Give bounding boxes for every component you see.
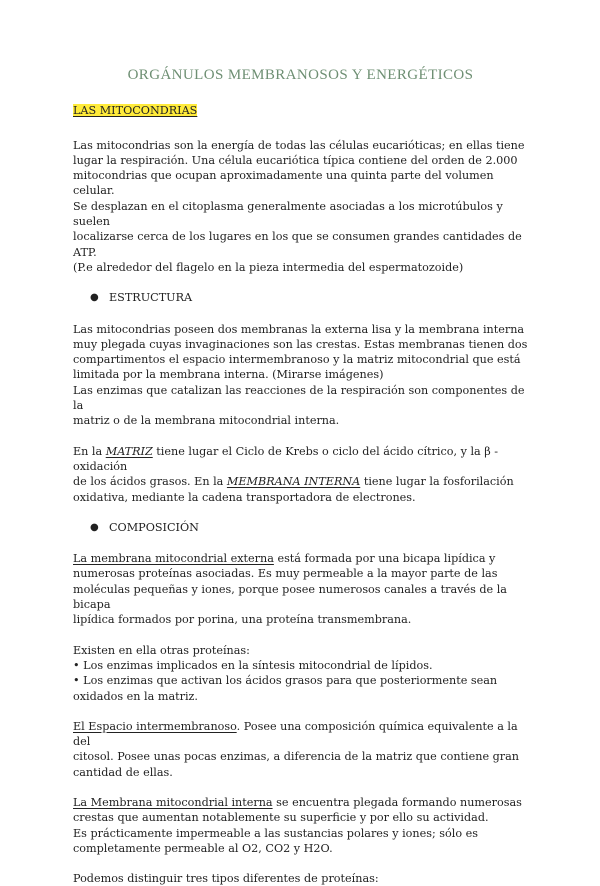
text-line: numerosas proteínas asociadas. Es muy permeable a la mayor parte de las [73, 567, 498, 581]
bullet-dot-icon: ● [90, 292, 99, 304]
term-membrana-externa: La membrana mitocondrial externa [73, 552, 274, 566]
bullet-heading-label: ESTRUCTURA [109, 291, 193, 305]
intro-paragraph [73, 138, 528, 276]
bullet-heading-composicion [90, 520, 528, 535]
text-line [73, 719, 528, 750]
section-heading [73, 103, 528, 118]
text-line [73, 474, 528, 489]
text-fragment: está formada por una bicapa lipídica y [273, 552, 496, 566]
text-line: moléculas pequeñas y iones, porque posee numerosos canales a través de la bicapa [73, 582, 507, 612]
text-line: limitada por la membrana interna. (Mirarse imágenes) [73, 368, 384, 382]
text-line: crestas que aumentan notablemente su superficie y por ello su actividad. [73, 811, 489, 825]
otras-proteinas-paragraph [73, 643, 528, 704]
text-fragment: tiene lugar el Ciclo de Krebs o ciclo del ácido cítrico, y la β -oxidación [73, 444, 499, 473]
text-line: matriz o de la membrana mitocondrial interna. [73, 414, 340, 428]
text-line: oxidados en la matriz. [73, 689, 198, 703]
membrana-externa-paragraph [73, 551, 528, 627]
text-fragment: de los ácidos grasos. En la [73, 475, 227, 489]
text-line: lugar la respiración. Una célula eucariótica típica contiene del orden de 2.000 [73, 153, 518, 167]
term-membrana-interna: MEMBRANA INTERNA [226, 475, 361, 489]
text-line: (P.e alrededor del flagelo en la pieza intermedia del espermatozoide) [73, 260, 464, 274]
text-line: Se desplazan en el citoplasma generalmente asociadas a los microtúbulos y suelen [73, 199, 503, 229]
bullet-heading-label: COMPOSICIÓN [109, 520, 199, 534]
text-line: Es prácticamente impermeable a las sustancias polares y iones; sólo es [73, 826, 479, 840]
text-line: Las enzimas que catalizan las reacciones de la respiración son componentes de la [73, 383, 525, 413]
text-line: Existen en ella otras proteínas: [73, 643, 250, 657]
text-line: Las mitocondrias son la energía de todas las células eucarióticas; en ellas tiene [73, 138, 525, 152]
espacio-intermembranoso-paragraph [73, 719, 528, 780]
text-line [73, 444, 528, 475]
section-title-highlighted: LAS MITOCONDRIAS [73, 104, 198, 118]
membrana-interna-paragraph [73, 795, 528, 856]
list-item: • Los enzimas implicados en la síntesis mitocondrial de lípidos. [73, 658, 433, 672]
text-line: Las mitocondrias poseen dos membranas la externa lisa y la membrana interna [73, 322, 525, 336]
bullet-heading-estructura [90, 290, 528, 305]
term-membrana-interna-composicion: La Membrana mitocondrial interna [73, 795, 273, 809]
final-paragraph: Podemos distinguir tres tipos diferentes de proteínas: [73, 872, 379, 886]
text-fragment: se encuentra plegada formando numerosas [272, 795, 522, 809]
text-line: citosol. Posee unas pocas enzimas, a diferencia de la matriz que contiene gran [73, 750, 520, 764]
text-line: muy plegada cuyas invaginaciones son las crestas. Estas membranas tienen dos [73, 337, 528, 351]
page-title: ORGÁNULOS MEMBRANOSOS Y ENERGÉTICOS [127, 67, 474, 83]
text-line: oxidativa, mediante la cadena transportadora de electrones. [73, 490, 416, 504]
text-line [73, 551, 528, 566]
list-item: • Los enzimas que activan los ácidos grasos para que posteriormente sean [73, 674, 498, 688]
text-line: mitocondrias que ocupan aproximadamente una quinta parte del volumen celular. [73, 169, 494, 198]
text-fragment: En la [73, 444, 106, 458]
text-line: lipídica formados por porina, una proteína transmembrana. [73, 613, 412, 627]
text-fragment: . Posee una composición química equivalente a la del [73, 719, 518, 749]
text-line: completamente permeable al O2, CO2 y H2O. [73, 841, 333, 855]
term-espacio-intermembranoso: El Espacio intermembranoso [73, 719, 237, 733]
text-fragment: tiene lugar la fosforilación [360, 475, 514, 489]
estructura-paragraph [73, 322, 528, 429]
bullet-dot-icon: ● [90, 521, 99, 533]
text-line: cantidad de ellas. [73, 765, 173, 779]
text-line: compartimentos el espacio intermembranoso y la matriz mitocondrial que está [73, 353, 521, 367]
matriz-paragraph [73, 444, 528, 505]
text-line [73, 795, 528, 810]
term-matriz: MATRIZ [105, 444, 153, 458]
text-line: localizarse cerca de los lugares en los que se consumen grandes cantidades de ATP. [73, 230, 522, 259]
